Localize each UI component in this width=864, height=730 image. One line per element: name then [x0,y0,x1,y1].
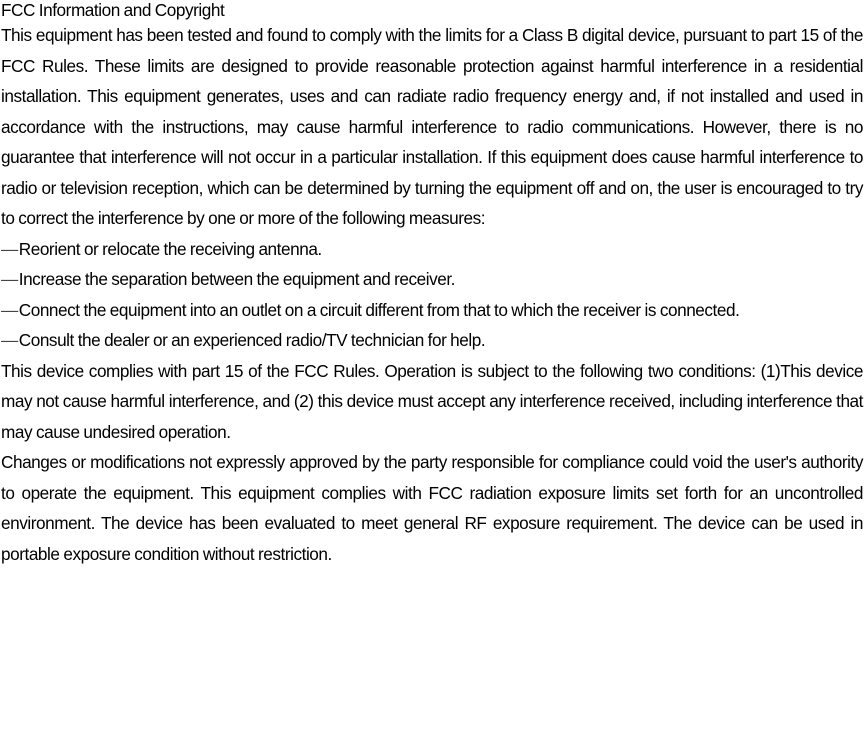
measure-item [1,234,863,265]
measure-item [1,264,863,295]
em-dash-icon: — [1,299,18,320]
intro-paragraph: This equipment has been tested and found to comply with the limits for a Class B digital device, pursuant to part 15 of the FCC Rules. These limits are designed to provide reasonable protection against harmful interference in a residential installation. This equipment generates, uses and can radiate radio frequency energy and, if not installed and used in accordance with the instructions, may cause harmful interference to radio communications. However, there is no guarantee that interference will not occur in a particular installation. If this equipment does cause harmful interference to radio or television reception, which can be determined by turning the equipment off and on, the user is encouraged to try to correct the interference by one or more of the following measures: [1,25,863,228]
measure-text: Increase the separation between the equipment and receiver. [18,269,455,289]
em-dash-icon: — [1,330,18,350]
em-dash-icon: — [1,269,18,289]
measure-text: Connect the equipment into an outlet on a circuit different from that to which the receiver is connected. [18,299,740,320]
document-title: FCC Information and Copyright [1,0,225,20]
measure-text: Consult the dealer or an experienced radio/TV technician for help. [18,330,486,350]
measure-item [1,325,863,356]
measure-item [1,295,863,326]
conditions-paragraph: This device complies with part 15 of the FCC Rules. Operation is subject to the following two conditions: (1)This device may not cause harmful interference, and (2) this device must accept any interference received, including interference that may cause undesired operation. [1,360,863,442]
measure-text: Reorient or relocate the receiving antenna. [18,238,322,259]
em-dash-icon: — [1,238,18,259]
changes-paragraph: Changes or modifications not expressly approved by the party responsible for compliance could void the user's authority to operate the equipment. This equipment complies with FCC radiation exposure limits set forth for an uncontrolled environment. The device has been evaluated to meet general RF exposure requirement. The device can be used in portable exposure condition without restriction. [1,452,863,564]
